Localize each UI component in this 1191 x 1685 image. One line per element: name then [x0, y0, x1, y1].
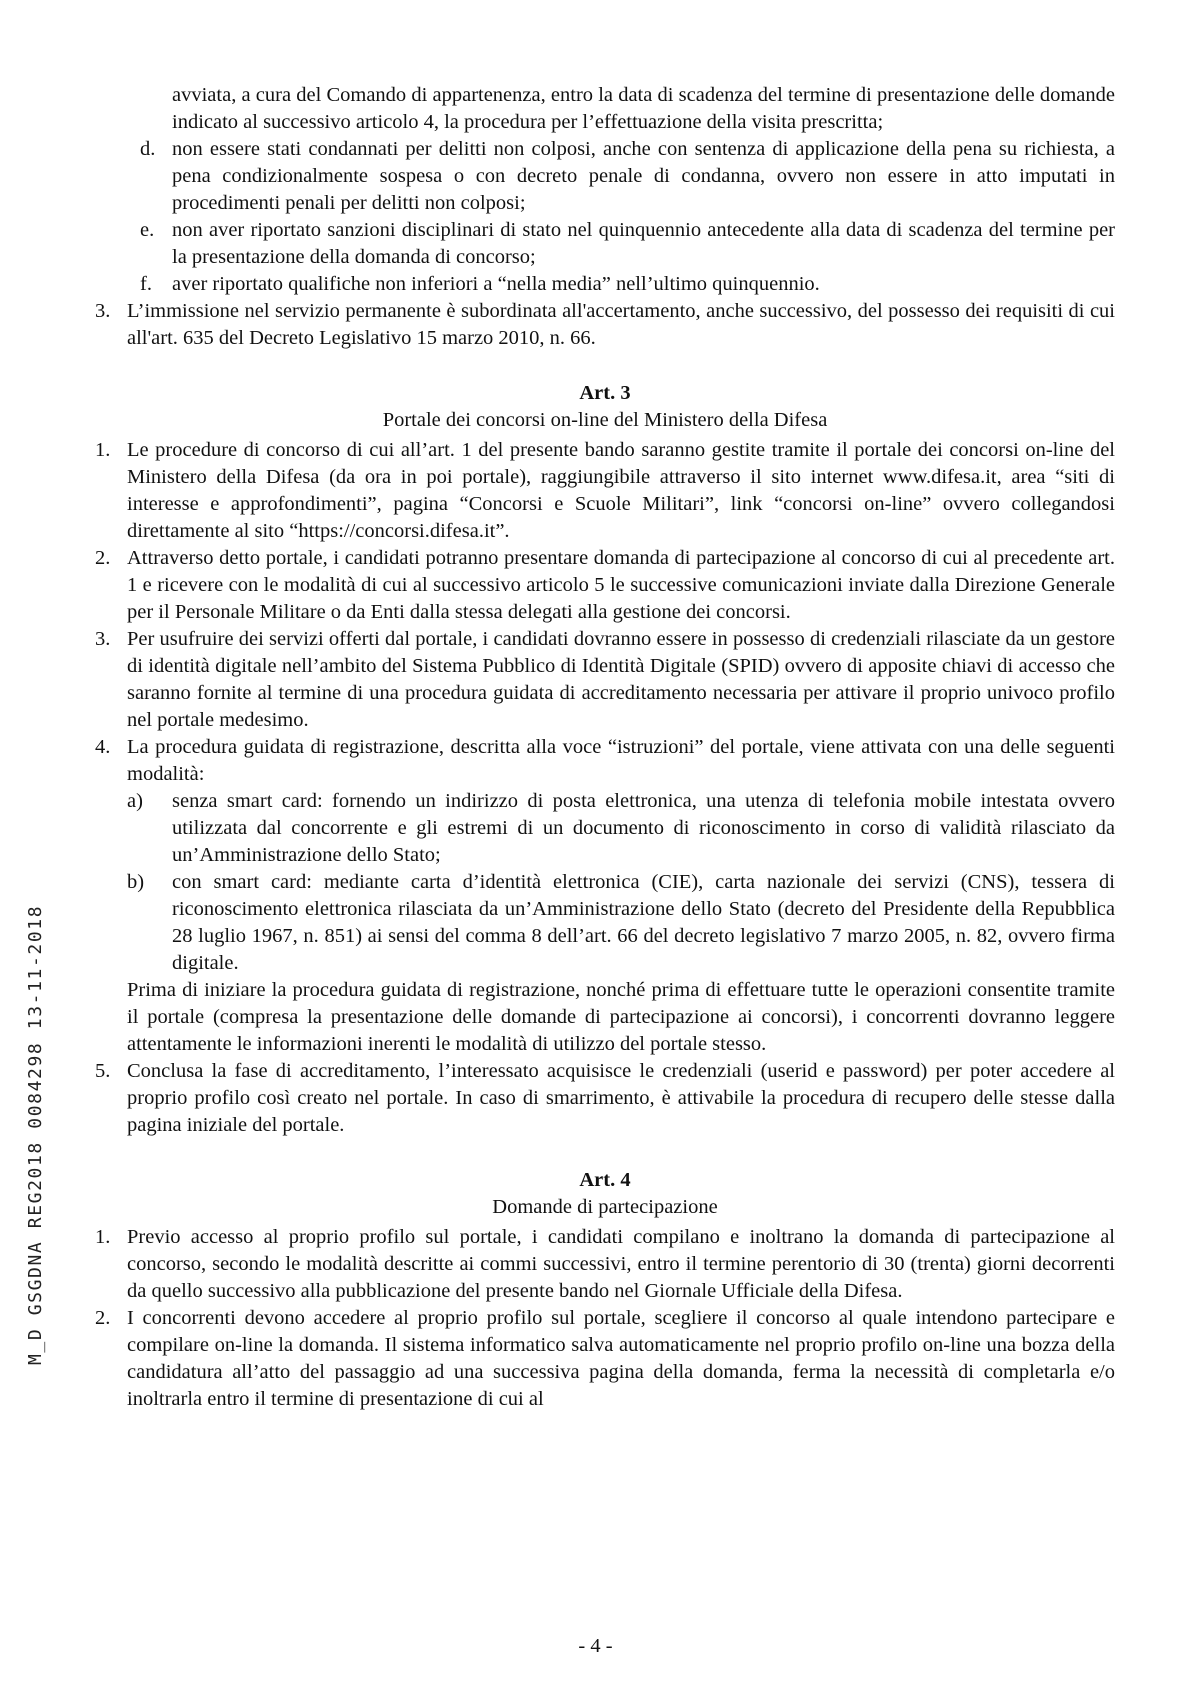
numbered-paragraph-1 [95, 437, 1115, 545]
paragraph-text: Per usufruire dei servizi offerti dal portale, i candidati dovranno essere in possesso di credenziali rilasciate da un gestore di identità digitale nell’ambito del Sistema Pubblico di Identità Digitale (SPID) ovvero di apposite chiavi di accesso che saranno fornite al termine di una procedura guidata di accreditamento necessaria per attivare il proprio univoco profilo nel portale medesimo. [127, 628, 1115, 731]
numbered-paragraph-3 [95, 626, 1115, 734]
paragraph-text: Le procedure di concorso di cui all’art. 1 del presente bando saranno gestite tramite il portale dei concorsi on-line del Ministero della Difesa (da ora in poi portale), raggiungibile attraverso il sito internet www.difesa.it, area “siti di interesse e approfondimenti”, pagina “Concorsi e Scuole Militari”, link “concorsi on-line” ovvero collegandosi direttamente al sito “https://concorsi.difesa.it”. [127, 439, 1115, 542]
paragraph-number: 2. [95, 1307, 111, 1329]
paragraph-text: L’immissione nel servizio permanente è subordinata all'accertamento, anche successivo, del possesso dei requisiti di cui all'art. 635 del Decreto Legislativo 15 marzo 2010, n. 66. [127, 300, 1115, 349]
paragraph-text: con smart card: mediante carta d’identità elettronica (CIE), carta nazionale dei servizi (CNS), tessera di riconoscimento elettronica rilasciata da un’Amministrazione dello Stato (decreto del Presidente della Repubblica 28 luglio 1967, n. 851) ai sensi del comma 8 dell’art. 66 del decreto legislativo 7 marzo 2005, n. 82, ovvero firma digitale. [172, 871, 1115, 974]
paragraph-number: 3. [95, 300, 111, 322]
list-item-b [95, 869, 1115, 977]
document-page [95, 82, 1115, 1413]
paragraph-text: Prima di iniziare la procedura guidata di registrazione, nonché prima di effettuare tutte le operazioni consentite tramite il portale (compresa la presentazione delle domande di partecipazione ai concorsi), i concorrenti dovranno leggere attentamente le informazioni inerenti le modalità di utilizzo del portale stesso. [127, 979, 1115, 1055]
numbered-paragraph-5 [95, 1058, 1115, 1139]
paragraph-text: Conclusa la fase di accreditamento, l’interessato acquisisce le credenziali (userid e password) per poter accedere al proprio profilo così creato nel portale. In caso di smarrimento, è attivabile la procedura di recupero delle stesse dalla pagina iniziale del portale. [127, 1060, 1115, 1136]
list-item-c-continuation [95, 82, 1115, 136]
numbered-paragraph-4 [95, 734, 1115, 788]
numbered-paragraph-2 [95, 545, 1115, 626]
page-number: - 4 - [578, 1635, 613, 1657]
paragraph-continuation [95, 977, 1115, 1058]
paragraph-number: 1. [95, 439, 111, 461]
paragraph-text: avviata, a cura del Comando di appartenenza, entro la data di scadenza del termine di presentazione delle domande indicato al successivo articolo 4, la procedura per l’effettuazione della visita prescritta; [172, 84, 1115, 133]
paragraph-text: I concorrenti devono accedere al proprio profilo sul portale, scegliere il concorso al quale intendono partecipare e compilare on-line la domanda. Il sistema informatico salva automaticamente nel proprio profilo on-line una bozza della candidatura all’atto del passaggio ad una successiva pagina della domanda, ferma la necessità di completarla e/o inoltrarla entro il termine di presentazione di cui al [127, 1307, 1115, 1410]
paragraph-number: 1. [95, 1226, 111, 1248]
paragraph-number: 5. [95, 1060, 111, 1082]
numbered-paragraph-2 [95, 1305, 1115, 1413]
list-marker: e. [140, 219, 155, 241]
paragraph-text: non aver riportato sanzioni disciplinari di stato nel quinquennio antecedente alla data di scadenza del termine per la presentazione della domanda di concorso; [172, 219, 1115, 268]
list-marker: a) [127, 790, 143, 812]
paragraph-number: 3. [95, 628, 111, 650]
numbered-paragraph-1 [95, 1224, 1115, 1305]
numbered-paragraph-3 [95, 298, 1115, 352]
article-3-subtitle: Portale dei concorsi on-line del Ministero della Difesa [382, 409, 828, 431]
list-marker: f. [140, 273, 152, 295]
list-item-d [95, 136, 1115, 217]
paragraph-text: La procedura guidata di registrazione, descritta alla voce “istruzioni” del portale, viene attivata con una delle seguenti modalità: [127, 736, 1115, 785]
list-item-e [95, 217, 1115, 271]
paragraph-text: Attraverso detto portale, i candidati potranno presentare domanda di partecipazione al concorso di cui al precedente art. 1 e ricevere con le modalità di cui al successivo articolo 5 le successive comunicazioni inviate dalla Direzione Generale per il Personale Militare o da Enti dalla stessa delegati alla gestione dei concorsi. [127, 547, 1115, 623]
protocol-stamp: M_D GSGDNA REG2018 0084298 13-11-2018 [25, 904, 46, 1365]
list-item-a [95, 788, 1115, 869]
article-3-title: Art. 3 [579, 382, 631, 404]
paragraph-text: Previo accesso al proprio profilo sul portale, i candidati compilano e inoltrano la domanda di partecipazione al concorso, secondo le modalità descritte ai commi successivi, entro il termine perentorio di 30 (trenta) giorni decorrenti da quello successivo alla pubblicazione del presente bando nel Giornale Ufficiale della Difesa. [127, 1226, 1115, 1302]
article-4-title: Art. 4 [579, 1169, 631, 1191]
article-4-subtitle: Domande di partecipazione [492, 1196, 718, 1218]
list-marker: d. [140, 138, 156, 160]
list-marker: b) [127, 871, 145, 893]
list-item-f [95, 271, 1115, 298]
paragraph-text: non essere stati condannati per delitti non colposi, anche con sentenza di applicazione della pena su richiesta, a pena condizionalmente sospesa o con decreto penale di condanna, ovvero non essere in atto imputati in procedimenti penali per delitti non colposi; [172, 138, 1115, 214]
paragraph-number: 4. [95, 736, 111, 758]
paragraph-text: aver riportato qualifiche non inferiori a “nella media” nell’ultimo quinquennio. [172, 273, 820, 295]
paragraph-number: 2. [95, 547, 111, 569]
paragraph-text: senza smart card: fornendo un indirizzo di posta elettronica, una utenza di telefonia mobile intestata ovvero utilizzata dal concorrente e gli estremi di un documento di riconoscimento in corso di validità rilasciato da un’Amministrazione dello Stato; [172, 790, 1115, 866]
